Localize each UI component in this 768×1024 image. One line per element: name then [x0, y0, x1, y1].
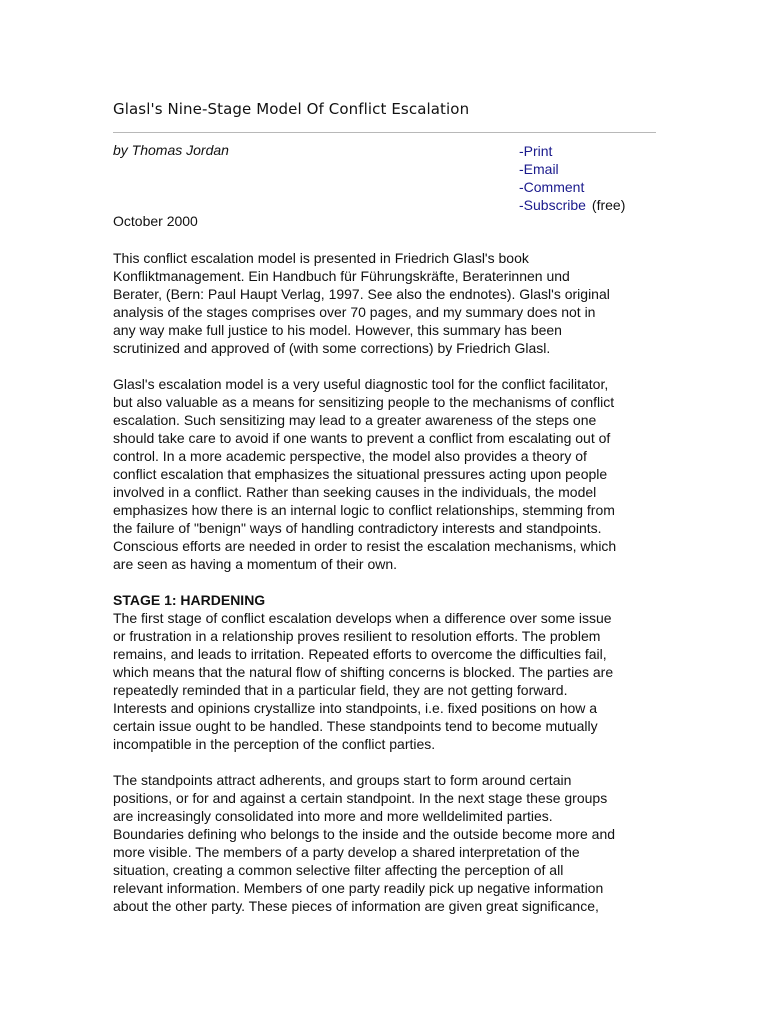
article-body — [113, 249, 673, 933]
stage1-continuation-paragraph — [113, 771, 673, 915]
model-overview-paragraph — [113, 375, 673, 573]
comment-link[interactable]: -Comment — [519, 179, 585, 195]
text-line: Berater, (Bern: Paul Haupt Verlag, 1997. See also the endnotes). Glasl's original — [113, 286, 610, 302]
text-line: Interests and opinions crystallize into standpoints, i.e. fixed positions on how a — [113, 700, 598, 716]
text-line: certain issue ought to be handled. These standpoints tend to become mutually — [113, 718, 598, 734]
stage1-section — [113, 591, 673, 753]
text-line: more visible. The members of a party develop a shared interpretation of the — [113, 844, 580, 860]
subscribe-link[interactable]: -Subscribe — [519, 197, 586, 213]
print-link[interactable]: -Print — [519, 143, 553, 159]
text-line: Boundaries defining who belongs to the inside and the outside become more and — [113, 826, 616, 842]
text-line: about the other party. These pieces of information are given great significance, — [113, 898, 599, 914]
text-line: The standpoints attract adherents, and groups start to form around certain — [113, 772, 572, 788]
text-line: Glasl's escalation model is a very useful diagnostic tool for the conflict facilitator, — [113, 376, 609, 392]
text-line: emphasizes how there is an internal logic to conflict relationships, stemming from — [113, 502, 615, 518]
text-line: or frustration in a relationship proves resilient to resolution efforts. The problem — [113, 628, 601, 644]
intro-paragraph — [113, 249, 673, 357]
text-line: control. In a more academic perspective, the model also provides a theory of — [113, 448, 587, 464]
text-line: involved in a conflict. Rather than seeking causes in the individuals, the model — [113, 484, 597, 500]
text-line: escalation. Such sensitizing may lead to a greater awareness of the steps one — [113, 412, 597, 428]
text-line: relevant information. Members of one party readily pick up negative information — [113, 880, 604, 896]
text-line: but also valuable as a means for sensitizing people to the mechanisms of conflict — [113, 394, 615, 410]
text-line: which means that the natural flow of shifting concerns is blocked. The parties are — [113, 664, 614, 680]
text-line: remains, and leads to irritation. Repeated efforts to overcome the difficulties fail, — [113, 646, 607, 662]
text-line: incompatible in the perception of the conflict parties. — [113, 736, 436, 752]
subscribe-note: (free) — [591, 197, 626, 213]
text-line: positions, or for and against a certain standpoint. In the next stage these groups — [113, 790, 608, 806]
text-line: situation, creating a common selective filter affecting the perception of all — [113, 862, 564, 878]
text-line: scrutinized and approved of (with some corrections) by Friedrich Glasl. — [113, 340, 551, 356]
stage1-heading: STAGE 1: HARDENING — [113, 592, 266, 608]
text-line: are seen as having a momentum of their own. — [113, 556, 398, 572]
text-line: The first stage of conflict escalation develops when a difference over some issue — [113, 610, 612, 626]
text-line: conflict escalation that emphasizes the situational pressures acting upon people — [113, 466, 608, 482]
author-byline: by Thomas Jordan — [113, 142, 229, 158]
text-line: analysis of the stages comprises over 70 pages, and my summary does not in — [113, 304, 596, 320]
text-line: Conscious efforts are needed in order to resist the escalation mechanisms, which — [113, 538, 617, 554]
text-line: repeatedly reminded that in a particular field, they are not getting forward. — [113, 682, 568, 698]
email-link[interactable]: -Email — [519, 161, 559, 177]
text-line: any way make full justice to his model. However, this summary has been — [113, 322, 562, 338]
text-line: are increasingly consolidated into more and more welldelimited parties. — [113, 808, 553, 824]
article-title: Glasl's Nine-Stage Model Of Conflict Escalation — [113, 100, 470, 118]
text-line: should take care to avoid if one wants to prevent a conflict from escalating out of — [113, 430, 611, 446]
text-line: This conflict escalation model is presented in Friedrich Glasl's book — [113, 250, 529, 266]
article-date: October 2000 — [113, 213, 198, 229]
article-actions — [519, 142, 625, 214]
text-line: the failure of "benign" ways of handling contradictory interests and standpoints. — [113, 520, 602, 536]
title-divider — [113, 132, 656, 133]
text-line: Konfliktmanagement. Ein Handbuch für Führungskräfte, Beraterinnen und — [113, 268, 570, 284]
